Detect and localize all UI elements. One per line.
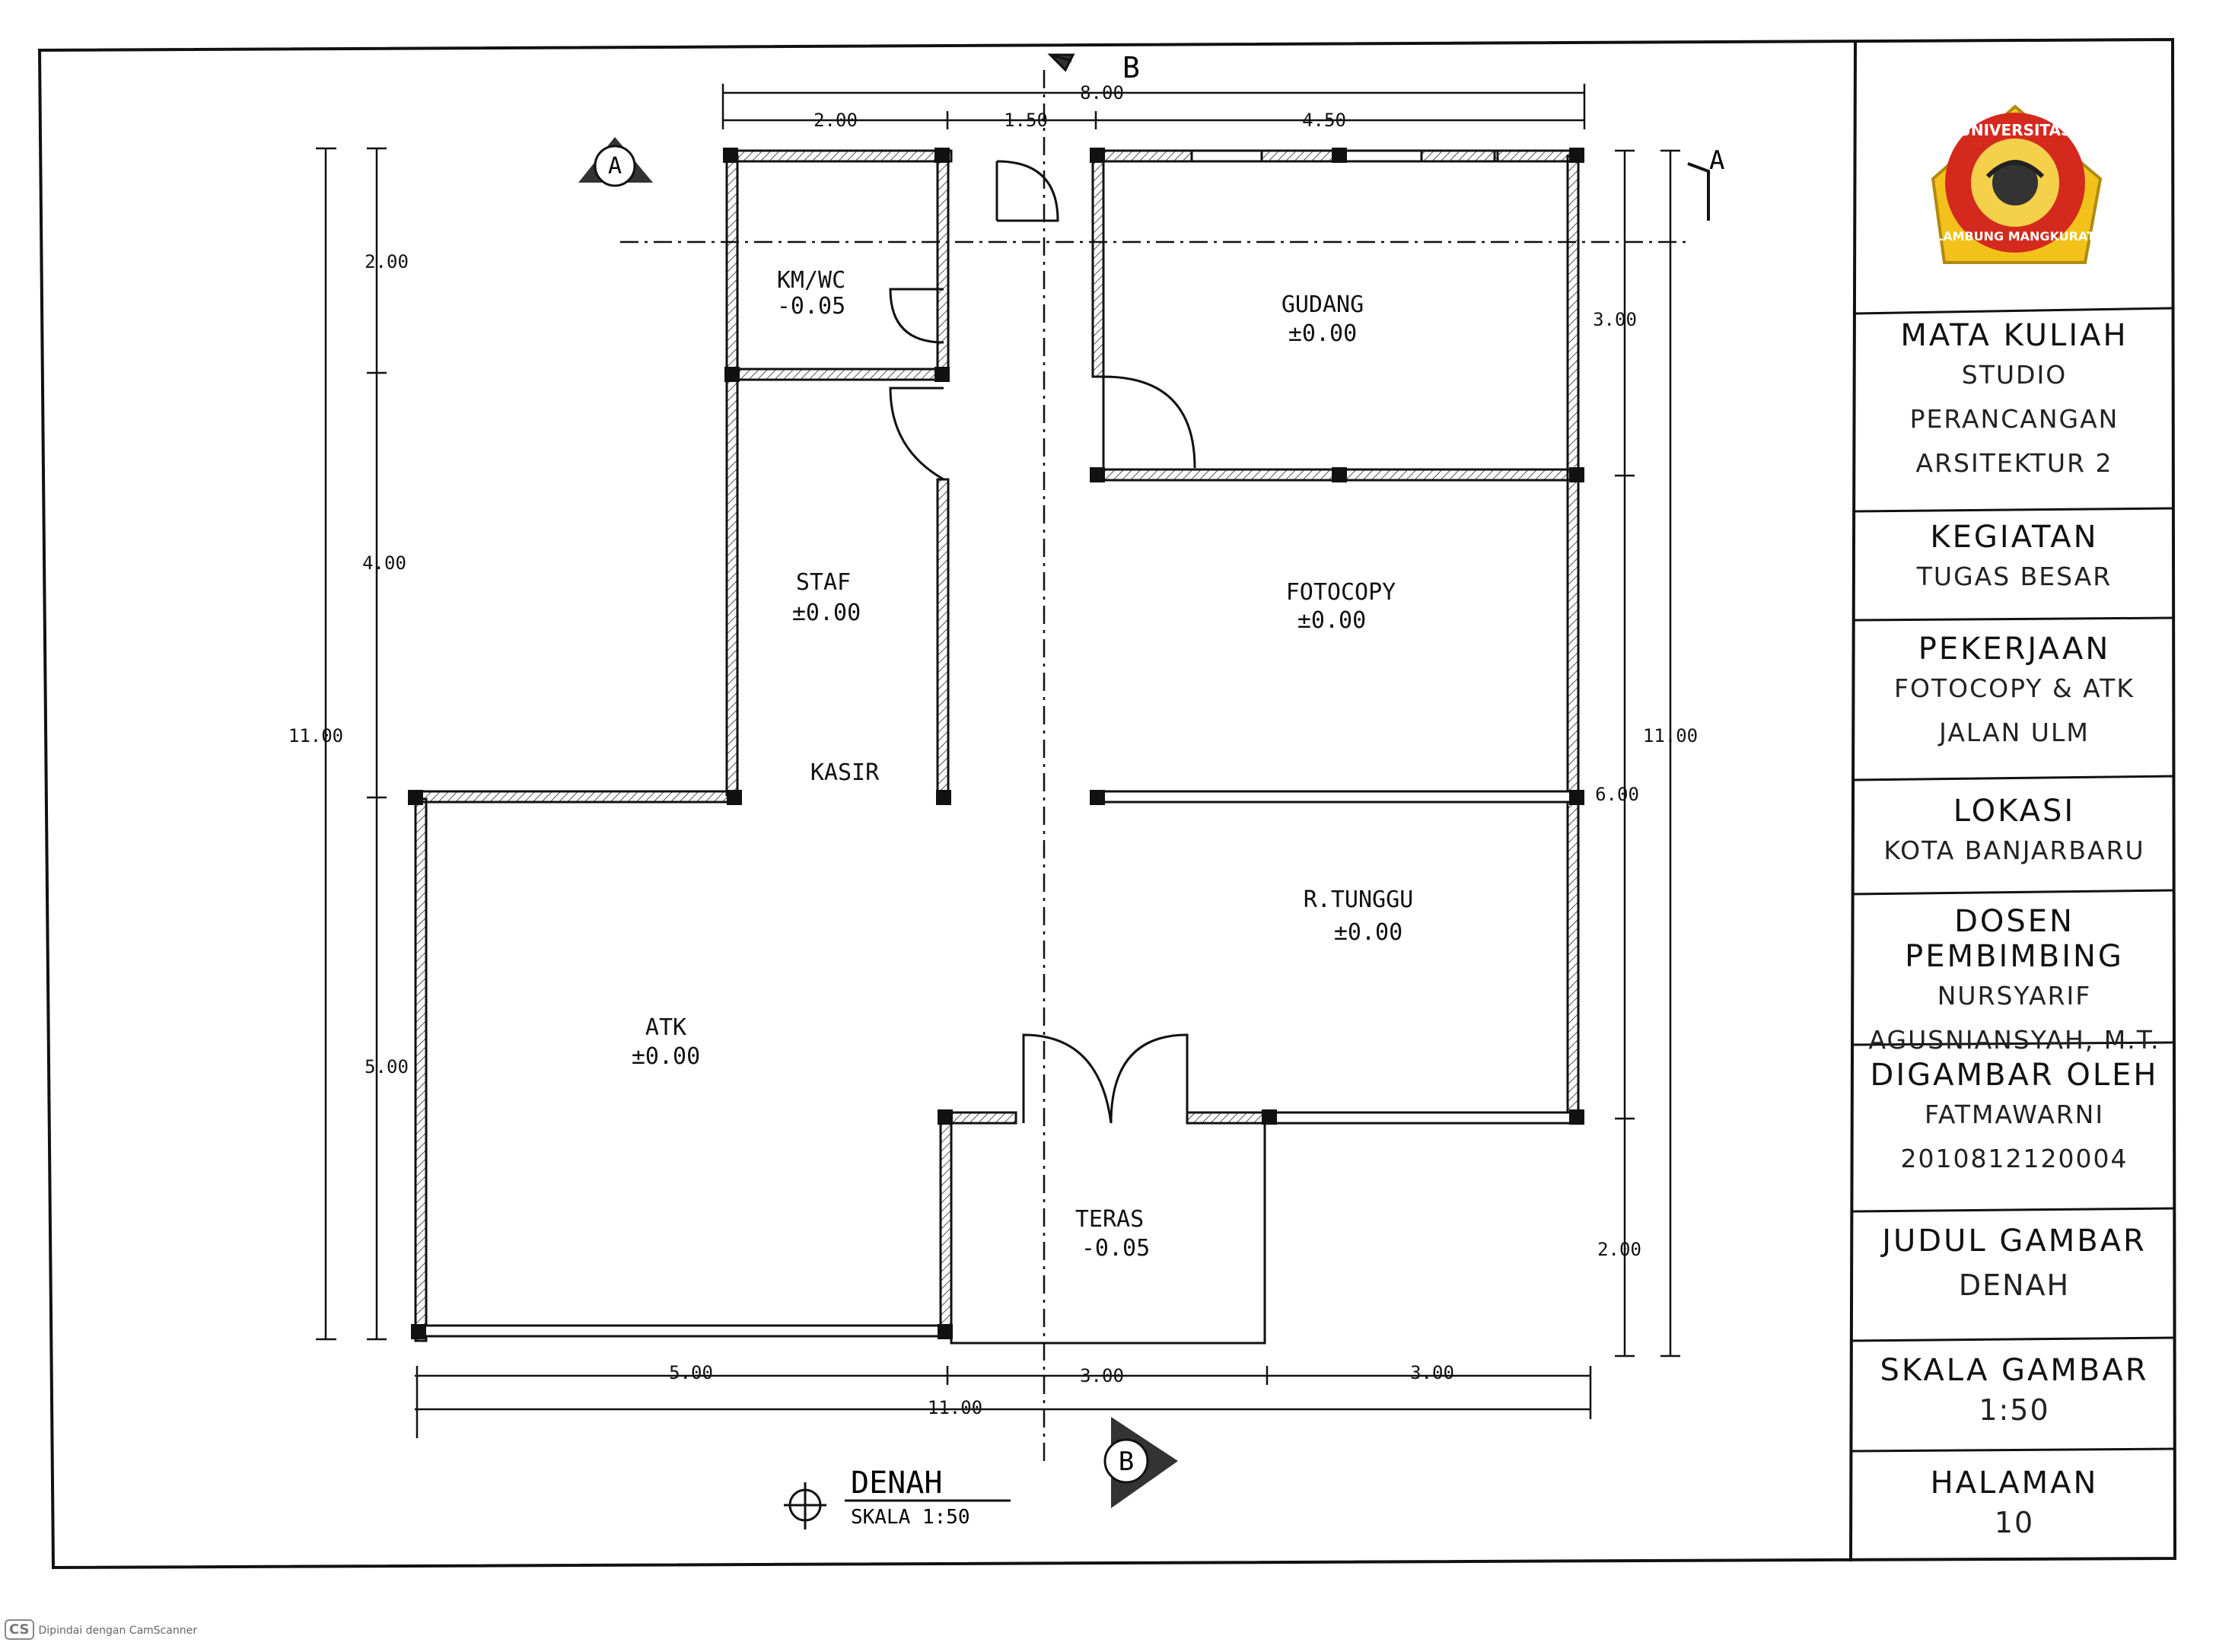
tb-skala — [1855, 1353, 2174, 1432]
scanner-watermark — [5, 1619, 197, 1640]
scanner-text: Dipindai dengan CamScanner — [38, 1625, 198, 1637]
title-block — [1855, 44, 2174, 1558]
tb-mata-kuliah-line-3: ARSITEKTUR 2 — [1915, 448, 2113, 478]
room-name-staf: STAF — [795, 569, 852, 596]
tb-digambar-line-1: FATMAWARNI — [1924, 1100, 2105, 1129]
room-name-gudang: GUDANG — [1281, 291, 1364, 318]
tb-halaman — [1855, 1466, 2174, 1545]
dim-bottom-3: 3.00 — [1410, 1362, 1454, 1383]
scanner-badge: CS — [5, 1619, 34, 1640]
section-marker-b-bottom — [1105, 1417, 1178, 1508]
tb-digambar-line-2: 2010812120004 — [1900, 1144, 2128, 1173]
tb-digambar-label: DIGAMBAR OLEH — [1870, 1058, 2159, 1093]
tb-digambar — [1855, 1058, 2174, 1181]
dim-left-total: 11.00 — [288, 725, 344, 746]
room-level-tunggu: ±0.00 — [1333, 919, 1403, 946]
dim-right-1: 3.00 — [1593, 309, 1637, 330]
doors — [890, 161, 1195, 1123]
room-level-staf: ±0.00 — [791, 600, 861, 626]
section-marker-a-right — [1688, 145, 1724, 221]
dim-left-3: 5.00 — [365, 1056, 409, 1077]
tb-judul — [1855, 1224, 2174, 1312]
tb-kegiatan-label: KEGIATAN — [1930, 520, 2099, 555]
terrace-outline — [951, 1123, 1265, 1343]
tb-halaman-label: HALAMAN — [1930, 1466, 2099, 1501]
tb-pekerjaan — [1855, 632, 2174, 755]
drawing-caption — [784, 1466, 1011, 1529]
room-name-fotocopy: FOTOCOPY — [1285, 579, 1396, 606]
tb-halaman-line-1: 10 — [1994, 1506, 2035, 1539]
dim-left-1: 2.00 — [365, 251, 409, 272]
dim-right-3: 2.00 — [1597, 1239, 1641, 1260]
logo-text-bottom: LAMBUNG MANGKURAT — [1934, 229, 2096, 244]
room-level-atk: ±0.00 — [631, 1043, 701, 1070]
room-level-gudang: ±0.00 — [1288, 320, 1358, 347]
column-posts — [408, 148, 1584, 1339]
tb-mata-kuliah — [1855, 318, 2174, 485]
dim-bottom-1: 5.00 — [669, 1362, 713, 1383]
dim-left-2: 4.00 — [362, 552, 406, 574]
room-name-teras: TERAS — [1075, 1206, 1145, 1233]
section-marker-a-left — [578, 137, 653, 186]
room-name-tunggu: R.TUNGGU — [1303, 886, 1414, 913]
tb-judul-line-1: DENAH — [1958, 1268, 2071, 1302]
tb-skala-line-1: 1:50 — [1979, 1393, 2050, 1427]
dim-top-2: 1.50 — [1004, 110, 1048, 131]
tb-lokasi-label: LOKASI — [1953, 794, 2076, 829]
tb-pekerjaan-line-1: FOTOCOPY & ATK — [1894, 673, 2135, 703]
dim-top-total: 8.00 — [1080, 82, 1124, 103]
section-label-a-right: A — [1709, 145, 1725, 176]
section-label-b-bottom: B — [1118, 1447, 1135, 1477]
room-name-kasir: KASIR — [810, 759, 880, 786]
section-label-b-top: B — [1122, 51, 1140, 84]
dim-bottom-total: 11.00 — [927, 1397, 983, 1418]
room-name-kmwc: KM/WC — [776, 267, 846, 294]
tb-pekerjaan-label: PEKERJAAN — [1918, 632, 2111, 667]
room-name-atk: ATK — [645, 1014, 687, 1041]
logo-text-top: UNIVERSITAS — [1958, 121, 2072, 139]
room-level-kmwc: -0.05 — [776, 293, 846, 320]
dim-top-3: 4.50 — [1302, 110, 1346, 131]
tb-judul-label: JUDUL GAMBAR — [1882, 1224, 2147, 1259]
dim-top-1: 2.00 — [813, 110, 858, 131]
dimension-lines — [326, 93, 1670, 1409]
dim-right-total: 11.00 — [1642, 725, 1699, 746]
room-level-teras: -0.05 — [1081, 1235, 1151, 1262]
tb-lokasi-line-1: KOTA BANJARBARU — [1883, 836, 2145, 865]
dimension-ticks — [316, 84, 1680, 1438]
dim-bottom-2: 3.00 — [1080, 1365, 1124, 1386]
tb-mata-kuliah-line-2: PERANCANGAN — [1909, 404, 2119, 434]
caption-scale: SKALA 1:50 — [851, 1506, 970, 1529]
tb-mata-kuliah-line-1: STUDIO — [1961, 360, 2068, 390]
tb-pekerjaan-line-2: JALAN ULM — [1939, 718, 2090, 747]
tb-mata-kuliah-label: MATA KULIAH — [1900, 318, 2128, 353]
tb-kegiatan — [1855, 520, 2174, 599]
tb-dosen-label: DOSEN PEMBIMBING — [1905, 904, 2124, 974]
caption-title: DENAH — [851, 1466, 943, 1501]
section-label-a: A — [607, 153, 622, 180]
tb-skala-label: SKALA GAMBAR — [1880, 1353, 2149, 1388]
section-marker-b-top — [1050, 51, 1140, 84]
room-level-fotocopy: ±0.00 — [1297, 607, 1367, 634]
tb-dosen — [1855, 904, 2174, 1062]
tb-dosen-line-1: NURSYARIF — [1937, 981, 2092, 1011]
tb-lokasi — [1855, 794, 2174, 873]
walls — [411, 151, 1580, 1341]
dim-right-2: 6.00 — [1595, 784, 1639, 805]
tb-kegiatan-line-1: TUGAS BESAR — [1916, 562, 2113, 591]
tb-dosen-line-2: AGUSNIANSYAH, M.T. — [1868, 1025, 2160, 1055]
